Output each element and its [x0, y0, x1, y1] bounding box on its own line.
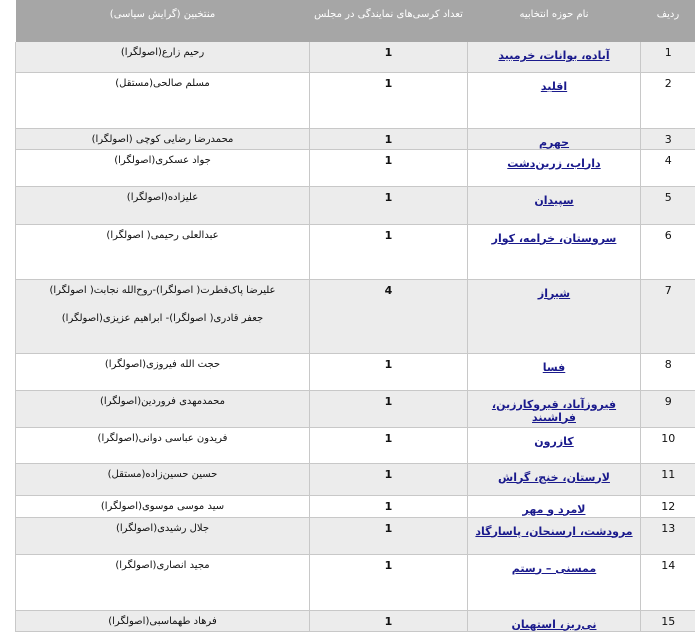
table-row [16, 463, 695, 495]
candidates-text: مجید انصاری(اصولگرا) [115, 559, 210, 571]
district-link[interactable]: کازرون [534, 434, 574, 448]
row-number: 14 [641, 554, 695, 610]
table-row [16, 517, 695, 554]
candidates-text: جواد عسکری(اصولگرا) [114, 154, 211, 166]
table-row [16, 279, 695, 353]
district-link[interactable]: نی‌ریز، استهبان [511, 617, 597, 631]
candidates-text: علیزاده(اصولگرا) [126, 191, 199, 203]
row-number: 13 [641, 517, 695, 554]
district-cell [468, 463, 641, 495]
row-number: 3 [641, 128, 695, 149]
row-number: 8 [641, 353, 695, 390]
table-row [16, 128, 695, 149]
table-body [16, 42, 695, 631]
candidates-cell [16, 463, 310, 495]
candidates-cell [16, 128, 310, 149]
seats-count: 1 [310, 42, 468, 72]
table-row [16, 495, 695, 517]
table-row [16, 390, 695, 427]
row-number: 4 [641, 149, 695, 186]
table-row [16, 427, 695, 463]
seats-count: 1 [310, 517, 468, 554]
district-cell [468, 554, 641, 610]
district-link[interactable]: سروستان، خرامه، کوار [491, 231, 617, 245]
candidates-cell [16, 186, 310, 224]
district-cell [468, 353, 641, 390]
seats-count: 1 [310, 610, 468, 631]
district-link[interactable]: مرودشت، ارسنجان، پاسارگاد [475, 524, 633, 538]
candidates-cell [16, 279, 310, 353]
district-cell [468, 517, 641, 554]
candidates-cell [16, 72, 310, 128]
district-link[interactable]: فسا [542, 360, 566, 374]
district-cell [468, 390, 641, 427]
candidates-cell [16, 353, 310, 390]
district-link[interactable]: لامرد و مهر [522, 502, 586, 516]
candidates-text-line2: جعفر قادری( اصولگرا)- ابراهیم عزیزی(اصولگرا) [61, 312, 264, 324]
candidates-text: علیرضا پاک‌فطرت( اصولگرا)-روح‌الله نجابت( اصولگرا) [49, 284, 276, 296]
district-link[interactable]: اقلید [540, 79, 568, 93]
seats-count: 1 [310, 128, 468, 149]
candidates-cell [16, 427, 310, 463]
row-number: 2 [641, 72, 695, 128]
table-row [16, 72, 695, 128]
district-cell [468, 72, 641, 128]
candidates-cell [16, 610, 310, 631]
row-number: 11 [641, 463, 695, 495]
candidates-text: سید موسی موسوی(اصولگرا) [100, 500, 225, 512]
district-cell [468, 224, 641, 279]
district-link[interactable]: ممسنی – رستم [511, 561, 597, 575]
seats-count: 1 [310, 463, 468, 495]
seats-count: 1 [310, 72, 468, 128]
candidates-text: فرهاد طهماسبی(اصولگرا) [108, 615, 217, 627]
seats-count: 1 [310, 186, 468, 224]
table-row [16, 186, 695, 224]
candidates-cell [16, 495, 310, 517]
header-candidates: منتخبین (گرایش سیاسی) [16, 0, 310, 42]
seats-count: 1 [310, 427, 468, 463]
row-number: 1 [641, 42, 695, 72]
district-cell [468, 427, 641, 463]
candidates-text: محمدرضا رضایی کوچی (اصولگرا) [91, 133, 234, 145]
table-row [16, 149, 695, 186]
district-link[interactable]: سپیدان [534, 193, 574, 207]
table-row [16, 224, 695, 279]
header-seats: تعداد کرسی‌های نمایندگی در مجلس [310, 0, 468, 42]
candidates-cell [16, 517, 310, 554]
seats-count: 1 [310, 353, 468, 390]
candidates-cell [16, 390, 310, 427]
header-district: نام حوزه انتخابیه [468, 0, 641, 42]
row-number: 12 [641, 495, 695, 517]
district-cell [468, 279, 641, 353]
header-row [16, 0, 695, 42]
district-link[interactable]: جهرم [538, 135, 570, 149]
row-number: 9 [641, 390, 695, 427]
district-link[interactable]: داراب، زرین‌دشت [507, 156, 601, 170]
district-link[interactable]: آباده، بوانات، خرمبید [498, 49, 610, 62]
candidates-text: حجت الله فیروزی(اصولگرا) [104, 358, 221, 370]
row-number: 10 [641, 427, 695, 463]
district-cell [468, 610, 641, 631]
table-row [16, 610, 695, 631]
candidates-cell [16, 42, 310, 72]
candidates-text: مسلم صالحی(مستقل) [115, 77, 210, 89]
candidates-cell [16, 149, 310, 186]
seats-count: 1 [310, 495, 468, 517]
row-number: 6 [641, 224, 695, 279]
seats-count: 4 [310, 279, 468, 353]
candidates-text: محمدمهدی فروردین(اصولگرا) [100, 395, 225, 407]
seats-count: 1 [310, 224, 468, 279]
district-cell [468, 42, 641, 72]
row-number: 5 [641, 186, 695, 224]
table-row [16, 554, 695, 610]
district-cell [468, 149, 641, 186]
candidates-text: جلال رشیدی(اصولگرا) [116, 522, 209, 534]
candidates-cell [16, 554, 310, 610]
seats-count: 1 [310, 149, 468, 186]
seats-count: 1 [310, 390, 468, 427]
district-cell [468, 495, 641, 517]
district-link[interactable]: شیراز [537, 286, 571, 300]
district-link[interactable]: فیروزآباد، قیروکارزین، فراشبند [491, 397, 617, 424]
district-link[interactable]: لارستان، خنج، گراش [498, 470, 610, 484]
row-number: 15 [641, 610, 695, 631]
candidates-text: رحیم زارع(اصولگرا) [120, 47, 205, 58]
candidates-text: فریدون عباسی دوانی(اصولگرا) [97, 432, 228, 444]
district-cell [468, 128, 641, 149]
district-cell [468, 186, 641, 224]
seats-count: 1 [310, 554, 468, 610]
header-row-no: ردیف [641, 0, 695, 42]
table-row [16, 353, 695, 390]
row-number: 7 [641, 279, 695, 353]
candidates-cell [16, 224, 310, 279]
election-results-table [15, 0, 695, 632]
table-row [16, 42, 695, 72]
candidates-text: عبدالعلی رحیمی( اصولگرا) [106, 229, 219, 241]
candidates-text: حسین حسین‌زاده(مستقل) [107, 468, 218, 480]
